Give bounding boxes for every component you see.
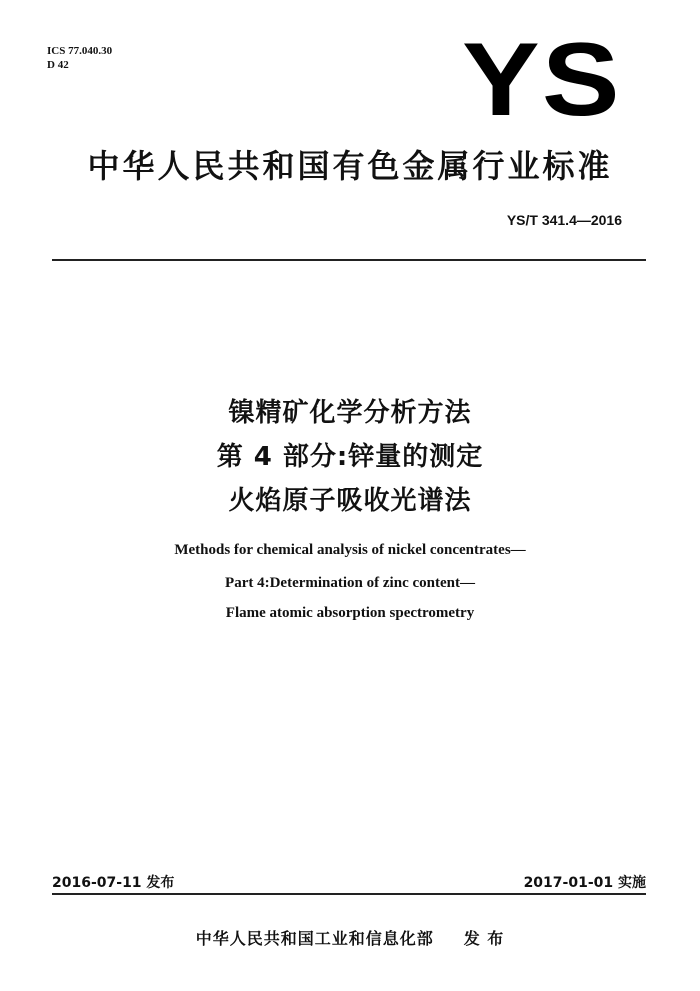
class-code: D 42 [47,59,69,71]
issuer-line [0,926,700,949]
publish-date: 2016-07-11 发布 [52,875,175,891]
chinese-title-line-3: 火焰原子吸收光谱法 [228,486,472,516]
issue-word: 发 布 [463,929,505,948]
english-title-line-3: Flame atomic absorption spectrometry [225,605,475,621]
classification-codes [47,44,112,72]
implement-date: 2017-01-01 实施 [523,875,646,891]
standard-number: YS/T 341.4—2016 [506,212,622,228]
ys-logo: YS [462,22,622,138]
chinese-title-line-1: 镍精矿化学分析方法 [228,398,472,428]
chinese-title-line-2: 第 4 部分:锌量的测定 [216,442,484,472]
bottom-divider [52,893,646,895]
top-divider [52,259,646,261]
ics-code: ICS 77.040.30 [47,45,113,57]
standard-category-title: 中华人民共和国有色金属行业标准 [87,147,613,185]
english-title-line-2: Part 4:Determination of zinc content— [225,575,475,591]
english-title-line-1: Methods for chemical analysis of nickel concentrates— [174,542,526,558]
issuing-authority: 中华人民共和国工业和信息化部 [195,929,434,948]
